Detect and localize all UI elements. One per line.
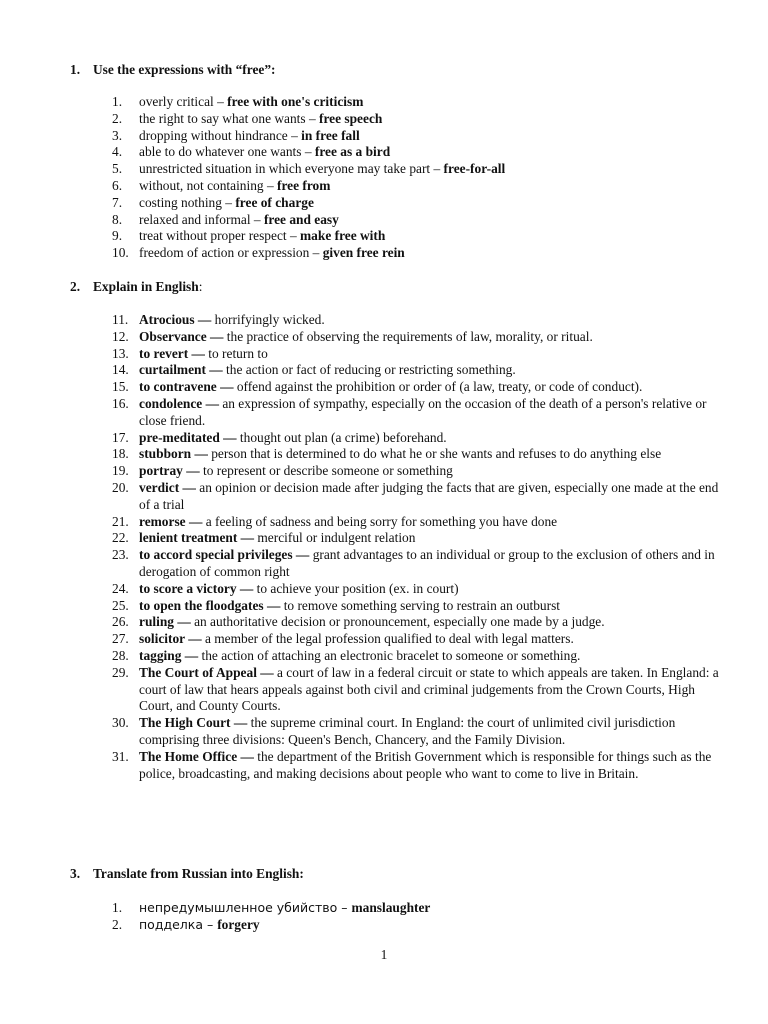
item-term: solicitor — [139, 631, 205, 647]
item-number: 25. [112, 597, 129, 613]
list-item [112, 648, 724, 665]
list-item [112, 614, 724, 631]
list-item [112, 581, 724, 598]
page-number: 1 [380, 947, 388, 962]
list-item [112, 446, 724, 463]
list-item [112, 161, 724, 178]
list-item [112, 396, 724, 430]
item-number: 21. [112, 513, 129, 529]
item-definition: without, not containing – [139, 177, 277, 193]
item-number: 15. [112, 379, 129, 395]
section-title: Translate from Russian into English: [93, 866, 304, 881]
list-item [112, 900, 724, 917]
item-definition: to represent or describe someone or something [202, 463, 453, 479]
section-2-heading [70, 279, 202, 295]
item-term: to contravene — [139, 379, 237, 395]
item-term: ruling — [139, 614, 195, 630]
item-definition: relaxed and informal – [139, 211, 264, 227]
item-term: condolence — [139, 395, 223, 411]
item-definition: the right to say what one wants – [139, 110, 319, 126]
item-number: 7. [112, 194, 123, 210]
item-number: 10. [112, 245, 129, 261]
item-definition: the supreme criminal court. In England: the court of unlimited civil jurisdiction comprising three divisions: Queen's Bench, Chancery, and the Family Division. [139, 715, 676, 747]
item-term: free with one's criticism [227, 94, 364, 109]
item-definition: horrifyingly wicked. [214, 312, 325, 327]
item-term: tagging — [139, 647, 202, 663]
list-item [112, 144, 724, 161]
list-item [112, 715, 724, 749]
list-item [112, 128, 724, 145]
item-term: The High Court — [139, 715, 251, 731]
item-number: 23. [112, 547, 129, 563]
list-item [112, 195, 724, 212]
section-1-list [112, 94, 724, 262]
item-russian-text: подделка – [139, 916, 218, 932]
item-number: 28. [112, 647, 129, 663]
item-number: 5. [112, 161, 123, 177]
list-item [112, 212, 724, 229]
item-term: to score a victory — [139, 580, 257, 596]
list-item [112, 480, 724, 514]
list-item [112, 631, 724, 648]
item-definition: overly critical – [139, 94, 228, 109]
item-number: 9. [112, 228, 123, 244]
item-term: Observance — [139, 328, 227, 344]
item-definition: a court of law in a federal circuit or state to which appeals are taken. In England: a court of law that hears appeals against both civil and criminal judgements from the Crown Courts, High Court, and County Courts. [139, 664, 719, 714]
item-russian-text: непредумышленное убийство – [139, 900, 352, 915]
item-number: 30. [112, 715, 129, 731]
item-term: portray — [139, 463, 203, 479]
item-definition: the department of the British Government which is responsible for things such as the police, broadcasting, and making decisions about people who want to come to live in Britain. [139, 748, 712, 781]
item-number: 1. [112, 900, 123, 915]
item-number: 1. [112, 94, 123, 109]
item-term: to revert — [139, 345, 209, 361]
list-item [112, 749, 724, 783]
item-definition: the practice of observing the requirements of law, morality, or ritual. [226, 328, 593, 344]
section-3-list [112, 900, 724, 934]
list-item [112, 228, 724, 245]
section-title: Use the expressions with “free”: [93, 62, 276, 77]
list-item [112, 514, 724, 531]
item-number: 2. [112, 916, 123, 932]
item-definition: to achieve your position (ex. in court) [256, 580, 459, 596]
item-term: to open the floodgates — [139, 597, 284, 613]
item-term: pre-meditated — [139, 429, 240, 445]
list-item [112, 547, 724, 581]
item-term: free and easy [263, 211, 339, 227]
item-term: free as a bird [314, 144, 391, 160]
item-number: 11. [112, 312, 129, 327]
item-definition: freedom of action or expression – [139, 245, 323, 261]
item-definition: offend against the prohibition or order of (a law, treaty, or code of conduct). [236, 379, 643, 395]
list-item [112, 178, 724, 195]
item-definition: treat without proper respect – [139, 228, 301, 244]
list-item [112, 598, 724, 615]
item-term: manslaughter [351, 900, 431, 915]
section-3-heading [70, 866, 304, 882]
section-1-heading [70, 62, 276, 78]
item-number: 18. [112, 446, 129, 462]
item-number: 27. [112, 631, 129, 647]
section-title-colon: : [198, 279, 203, 294]
item-definition: person that is determined to do what he or she wants and refuses to do anything else [211, 446, 662, 462]
list-item [112, 346, 724, 363]
section-number: 3. [70, 866, 81, 881]
item-number: 16. [112, 395, 129, 411]
item-number: 13. [112, 345, 129, 361]
list-item [112, 463, 724, 480]
item-term: lenient treatment — [139, 530, 258, 546]
item-definition: unrestricted situation in which everyone may take part – [139, 161, 444, 177]
item-number: 26. [112, 614, 129, 630]
item-definition: an opinion or decision made after judging the facts that are given, especially one made at the end of a trial [139, 479, 719, 512]
item-definition: an authoritative decision or pronouncement, especially one made by a judge. [194, 614, 605, 630]
item-definition: the action or fact of reducing or restricting something. [226, 362, 516, 378]
item-term: Atrocious — [139, 312, 215, 327]
item-term: The Home Office — [139, 748, 258, 764]
list-item [112, 430, 724, 447]
item-number: 12. [112, 328, 129, 344]
item-term: verdict — [139, 479, 200, 495]
section-number: 2. [70, 279, 81, 294]
item-number: 2. [112, 110, 123, 126]
item-number: 4. [112, 144, 123, 160]
list-item [112, 530, 724, 547]
item-term: make free with [300, 228, 386, 244]
item-definition: a member of the legal profession qualified to deal with legal matters. [204, 631, 574, 647]
item-term: free of charge [235, 194, 314, 210]
section-2-list [112, 312, 724, 782]
list-item [112, 665, 724, 715]
item-number: 31. [112, 748, 129, 764]
item-term: remorse — [139, 513, 206, 529]
item-number: 22. [112, 530, 129, 546]
item-term: given free rein [322, 245, 405, 261]
item-term: free from [277, 177, 331, 193]
item-number: 14. [112, 362, 129, 378]
item-term: stubborn — [139, 446, 212, 462]
section-title: Explain in English [93, 279, 199, 294]
item-term: curtailment — [139, 362, 227, 378]
item-definition: merciful or indulgent relation [257, 530, 416, 546]
item-definition: thought out plan (a crime) beforehand. [239, 429, 447, 445]
item-number: 19. [112, 463, 129, 479]
list-item [112, 111, 724, 128]
list-item [112, 312, 724, 329]
item-definition: the action of attaching an electronic bracelet to someone or something. [201, 647, 581, 663]
list-item [112, 94, 724, 111]
item-number: 3. [112, 127, 123, 143]
item-definition: to remove something serving to restrain an outburst [283, 597, 561, 613]
item-definition: able to do whatever one wants – [139, 144, 315, 160]
item-number: 17. [112, 429, 129, 445]
item-number: 6. [112, 177, 123, 193]
item-definition: to return to [208, 345, 268, 361]
item-term: forgery [217, 916, 260, 932]
item-definition: a feeling of sadness and being sorry for something you have done [205, 513, 558, 529]
item-definition: dropping without hindrance – [139, 127, 302, 143]
item-term: free speech [319, 110, 383, 126]
item-number: 8. [112, 211, 123, 227]
list-item [112, 245, 724, 262]
list-item [112, 917, 724, 934]
section-number: 1. [70, 62, 81, 77]
list-item [112, 329, 724, 346]
item-definition: grant advantages to an individual or group to the exclusion of others and in derogation of common right [139, 547, 715, 579]
list-item [112, 362, 724, 379]
list-item [112, 379, 724, 396]
item-number: 29. [112, 664, 129, 680]
item-number: 24. [112, 580, 129, 596]
item-term: in free fall [301, 127, 360, 143]
item-definition: costing nothing – [139, 194, 236, 210]
item-term: free-for-all [443, 161, 506, 177]
item-definition: an expression of sympathy, especially on the occasion of the death of a person's relative or close friend. [139, 395, 707, 428]
item-term: The Court of Appeal — [139, 664, 278, 680]
item-number: 20. [112, 479, 129, 495]
item-term: to accord special privileges — [139, 547, 313, 563]
